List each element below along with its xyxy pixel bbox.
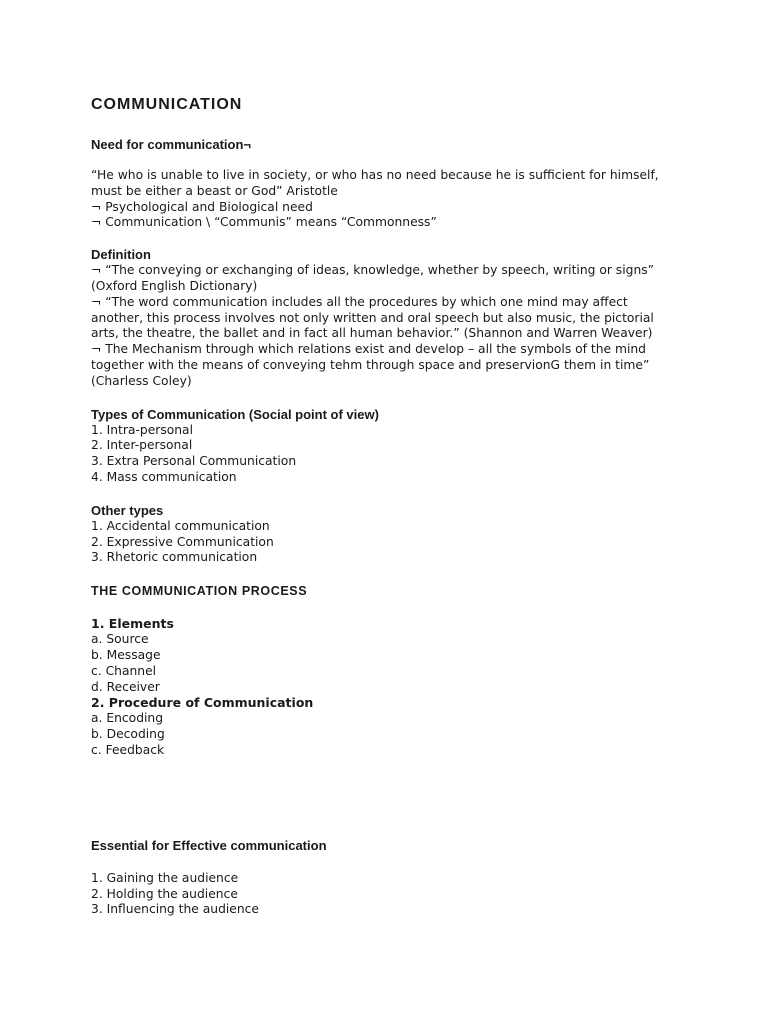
quote-line: must be either a beast or God” Aristotle [91, 183, 338, 198]
list-item: a. Encoding [91, 711, 164, 726]
list-item: 4. Mass communication [91, 469, 237, 484]
definition-block [91, 263, 691, 389]
list-item: 3. Rhetoric communication [91, 550, 258, 565]
definition-line: ¬ “The conveying or exchanging of ideas, knowledge, whether by speech, writing or signs” [91, 263, 655, 278]
essential-list [91, 871, 691, 918]
procedure-list [91, 711, 691, 758]
need-bullet: ¬ Communication \ “Communis” means “Commonness” [91, 215, 437, 230]
other-types-heading: Other types [91, 502, 164, 518]
list-item: 2. Holding the audience [91, 886, 238, 901]
elements-list [91, 632, 691, 695]
definition-line: arts, the theatre, the ballet and in fact all human behavior.” (Shannon and Warren Weaver) [91, 326, 653, 341]
types-social-list [91, 423, 691, 486]
procedure-heading: 2. Procedure of Communication [91, 695, 314, 711]
list-item: 1. Gaining the audience [91, 870, 239, 885]
list-item: d. Receiver [91, 679, 160, 694]
list-item: c. Channel [91, 663, 157, 678]
definition-heading: Definition [91, 247, 151, 263]
list-item: 2. Expressive Communication [91, 534, 274, 549]
need-bullet: ¬ Psychological and Biological need [91, 199, 313, 214]
list-item: 3. Influencing the audience [91, 902, 259, 917]
list-item: 1. Accidental communication [91, 518, 270, 533]
list-item: 1. Intra-personal [91, 422, 194, 437]
definition-line: ¬ The Mechanism through which relations exist and develop – all the symbols of the mind [91, 342, 646, 357]
definition-line: together with the means of conveying tehm through space and preservionG them in time” [91, 357, 650, 372]
other-types-list [91, 519, 691, 566]
list-item: b. Decoding [91, 727, 165, 742]
list-item: c. Feedback [91, 742, 165, 757]
definition-line: ¬ “The word communication includes all the procedures by which one mind may affect [91, 294, 628, 309]
quote-line: “He who is unable to live in society, or who has no need because he is sufficient for himself, [91, 168, 659, 182]
list-item: 3. Extra Personal Communication [91, 454, 297, 469]
process-heading: THE COMMUNICATION PROCESS [91, 584, 308, 599]
list-item: 2. Inter-personal [91, 438, 193, 453]
list-item: b. Message [91, 647, 161, 662]
definition-line: (Oxford English Dictionary) [91, 278, 258, 293]
document-title: COMMUNICATION [91, 96, 243, 113]
types-social-heading: Types of Communication (Social point of view) [91, 406, 379, 422]
document-page [91, 95, 691, 918]
definition-line: another, this process involves not only written and oral speech but also music, the pictorial [91, 310, 654, 325]
list-item: a. Source [91, 632, 149, 647]
need-heading: Need for communication¬ [91, 137, 251, 152]
definition-line: (Charless Coley) [91, 373, 192, 388]
essential-heading: Essential for Effective communication [91, 837, 327, 853]
elements-heading: 1. Elements [91, 616, 174, 632]
